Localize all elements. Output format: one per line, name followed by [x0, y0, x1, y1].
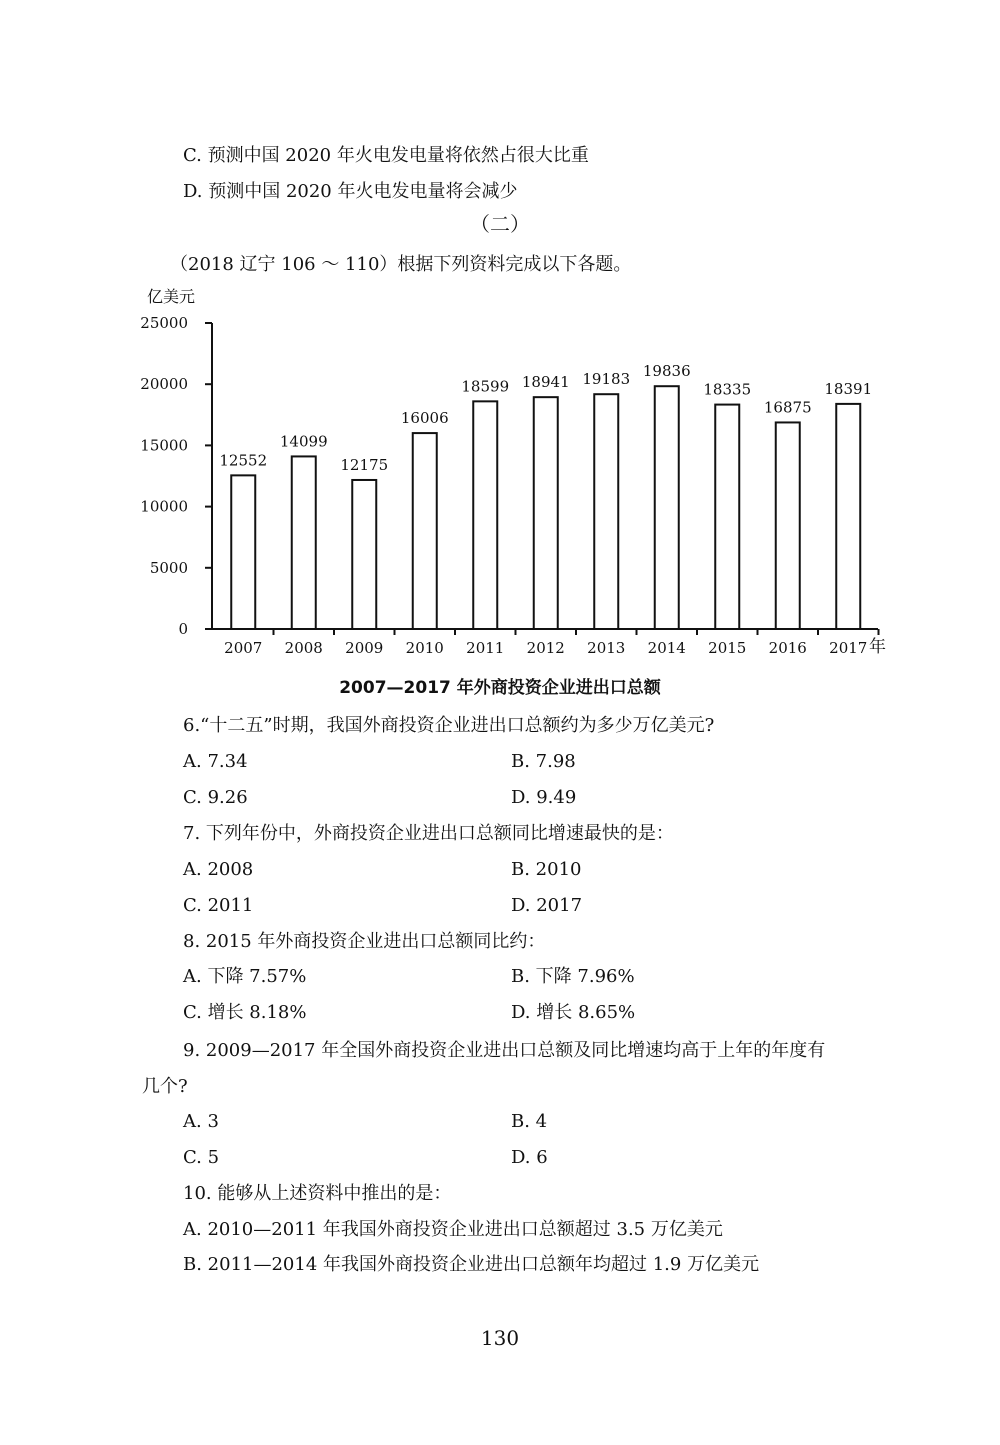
question-6-option-d: D. 9.49 — [511, 787, 577, 808]
question-8-option-b: B. 下降 7.96% — [511, 966, 635, 987]
bar — [715, 405, 739, 629]
bar-value-label: 19836 — [642, 362, 691, 381]
x-tick-label: 2009 — [345, 639, 384, 657]
x-tick-label: 2015 — [708, 639, 747, 657]
question-7-option-a: A. 2008 — [183, 859, 254, 880]
question-10-stem: 10. 能够从上述资料中推出的是： — [183, 1183, 452, 1204]
question-9-stem-line1: 9. 2009—2017 年全国外商投资企业进出口总额及同比增速均高于上年的年度有 — [183, 1040, 826, 1061]
question-8-option-d: D. 增长 8.65% — [511, 1002, 636, 1023]
bar — [655, 386, 679, 629]
question-9-option-a: A. 3 — [183, 1111, 219, 1132]
x-tick-label: 2008 — [284, 639, 323, 657]
bar — [352, 480, 376, 629]
y-axis-label: 亿美元 — [147, 287, 196, 306]
question-10-option-a: A. 2010—2011 年我国外商投资企业进出口总额超过 3.5 万亿美元 — [183, 1219, 723, 1240]
y-tick-label: 15000 — [140, 436, 188, 455]
intro-option-c: C. 预测中国 2020 年火电发电量将依然占很大比重 — [183, 145, 589, 166]
x-tick-label: 2012 — [526, 639, 565, 657]
question-8-stem: 8. 2015 年外商投资企业进出口总额同比约： — [183, 931, 546, 952]
question-6-option-c: C. 9.26 — [183, 787, 248, 808]
y-tick-label: 25000 — [140, 314, 188, 332]
x-tick-label: 2014 — [647, 639, 686, 657]
question-9-option-b: B. 4 — [511, 1111, 548, 1132]
x-tick-label: 2017 — [829, 639, 868, 657]
bar — [836, 404, 860, 629]
bar-value-label: 18599 — [461, 377, 510, 396]
question-10-option-b: B. 2011—2014 年我国外商投资企业进出口总额年均超过 1.9 万亿美元 — [183, 1254, 760, 1275]
x-tick-label: 2011 — [466, 639, 505, 657]
question-7-option-d: D. 2017 — [511, 895, 583, 916]
x-tick-label: 2016 — [768, 639, 807, 657]
bar-value-label: 18335 — [703, 380, 752, 399]
bar-value-label: 18391 — [824, 379, 873, 398]
y-tick-label: 10000 — [140, 497, 188, 516]
bar-value-label: 16006 — [400, 409, 449, 428]
bar — [776, 422, 800, 629]
question-9-stem-line2: 几个? — [142, 1076, 188, 1097]
question-7-option-c: C. 2011 — [183, 895, 254, 916]
bar — [594, 394, 618, 629]
bar — [534, 397, 558, 629]
bar-value-label: 14099 — [279, 432, 328, 451]
intro-option-d: D. 预测中国 2020 年火电发电量将会减少 — [183, 181, 518, 202]
y-tick-label: 20000 — [140, 375, 188, 394]
bar-chart — [0, 285, 1000, 665]
question-6-option-b: B. 7.98 — [511, 751, 576, 772]
y-tick-label: 0 — [178, 620, 188, 638]
section-heading: （二） — [470, 212, 530, 236]
bar — [231, 475, 255, 629]
page-number: 130 — [480, 1326, 520, 1350]
question-7-option-b: B. 2010 — [511, 859, 582, 880]
bar — [473, 401, 497, 629]
bar-value-label: 18941 — [521, 373, 570, 392]
question-7-stem: 7. 下列年份中，外商投资企业进出口总额同比增速最快的是： — [183, 823, 674, 844]
x-tick-label: 2007 — [224, 639, 263, 657]
question-6-stem: 6.“十二五”时期，我国外商投资企业进出口总额约为多少万亿美元? — [183, 715, 715, 736]
x-tick-label: 2013 — [587, 639, 626, 657]
bar-value-label: 12552 — [219, 451, 268, 470]
question-8-option-c: C. 增长 8.18% — [183, 1002, 307, 1023]
y-tick-label: 5000 — [149, 558, 188, 577]
question-9-option-d: D. 6 — [511, 1147, 548, 1168]
x-tick-label: 2010 — [405, 639, 444, 657]
question-9-option-c: C. 5 — [183, 1147, 220, 1168]
x-axis-label: 年 — [869, 637, 886, 657]
bar-value-label: 16875 — [763, 398, 812, 417]
question-8-option-a: A. 下降 7.57% — [183, 966, 307, 987]
question-6-option-a: A. 7.34 — [183, 751, 248, 772]
chart-title: 2007—2017 年外商投资企业进出口总额 — [339, 678, 661, 698]
bar-value-label: 19183 — [582, 370, 631, 389]
bar — [413, 433, 437, 629]
section-source: （2018 辽宁 106 ～ 110）根据下列资料完成以下各题。 — [170, 254, 632, 275]
bar — [292, 456, 316, 629]
bar-value-label: 12175 — [340, 455, 389, 474]
